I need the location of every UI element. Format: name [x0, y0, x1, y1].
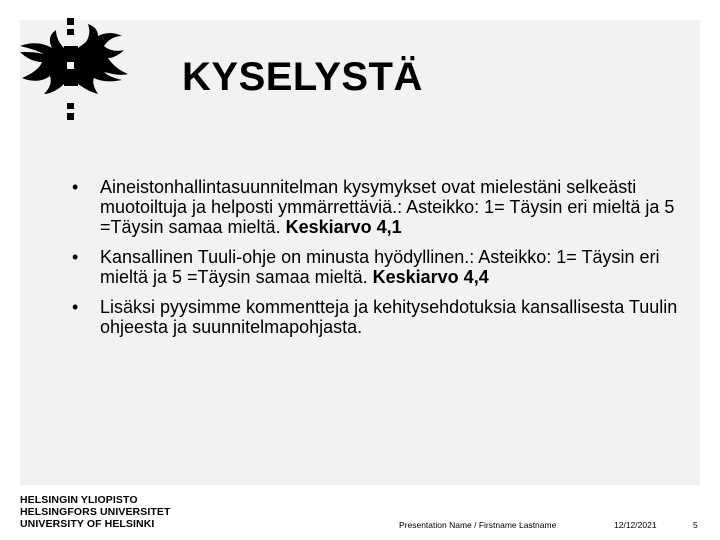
bullet-item: [72, 247, 692, 287]
university-name-sv: HELSINGFORS UNIVERSITET: [20, 506, 171, 518]
bullet-symbol: •: [72, 177, 79, 197]
slide-title: KYSELYSTÄ: [182, 55, 423, 99]
bullet-text: Aineistonhallintasuunnitelman kysymykset ovat mielestäni selkeästi muotoiltuja ja helposti ymmärrettäviä.: Asteikko: 1= Täysin eri mieltä ja 5 =Täysin samaa mieltä.: [100, 177, 675, 237]
footer-presentation-name: Presentation Name / Firstname Lastname: [399, 520, 557, 530]
footer-page-number: 5: [693, 520, 698, 530]
university-name: [20, 494, 170, 530]
bullet-average: Keskiarvo 4,1: [285, 217, 402, 237]
bullet-average: Keskiarvo 4,4: [372, 267, 489, 287]
bullet-item: [72, 177, 692, 237]
bullet-symbol: •: [72, 297, 79, 317]
bullet-list: [72, 177, 692, 347]
bullet-text: Kansallinen Tuuli-ohje on minusta hyödyllinen.: Asteikko: 1= Täysin eri mieltä ja 5 =Täysin samaa mieltä.: [100, 247, 660, 287]
university-name-fi: HELSINGIN YLIOPISTO: [20, 494, 138, 506]
university-flame-logo-icon: [18, 18, 130, 122]
bullet-text: Lisäksi pyysimme kommentteja ja kehitysehdotuksia kansallisesta Tuulin ohjeesta ja suunnitelmapohjasta.: [100, 297, 678, 337]
footer-date: 12/12/2021: [614, 520, 657, 530]
bullet-symbol: •: [72, 247, 79, 267]
bullet-item: [72, 297, 692, 337]
university-name-en: UNIVERSITY OF HELSINKI: [20, 518, 155, 530]
